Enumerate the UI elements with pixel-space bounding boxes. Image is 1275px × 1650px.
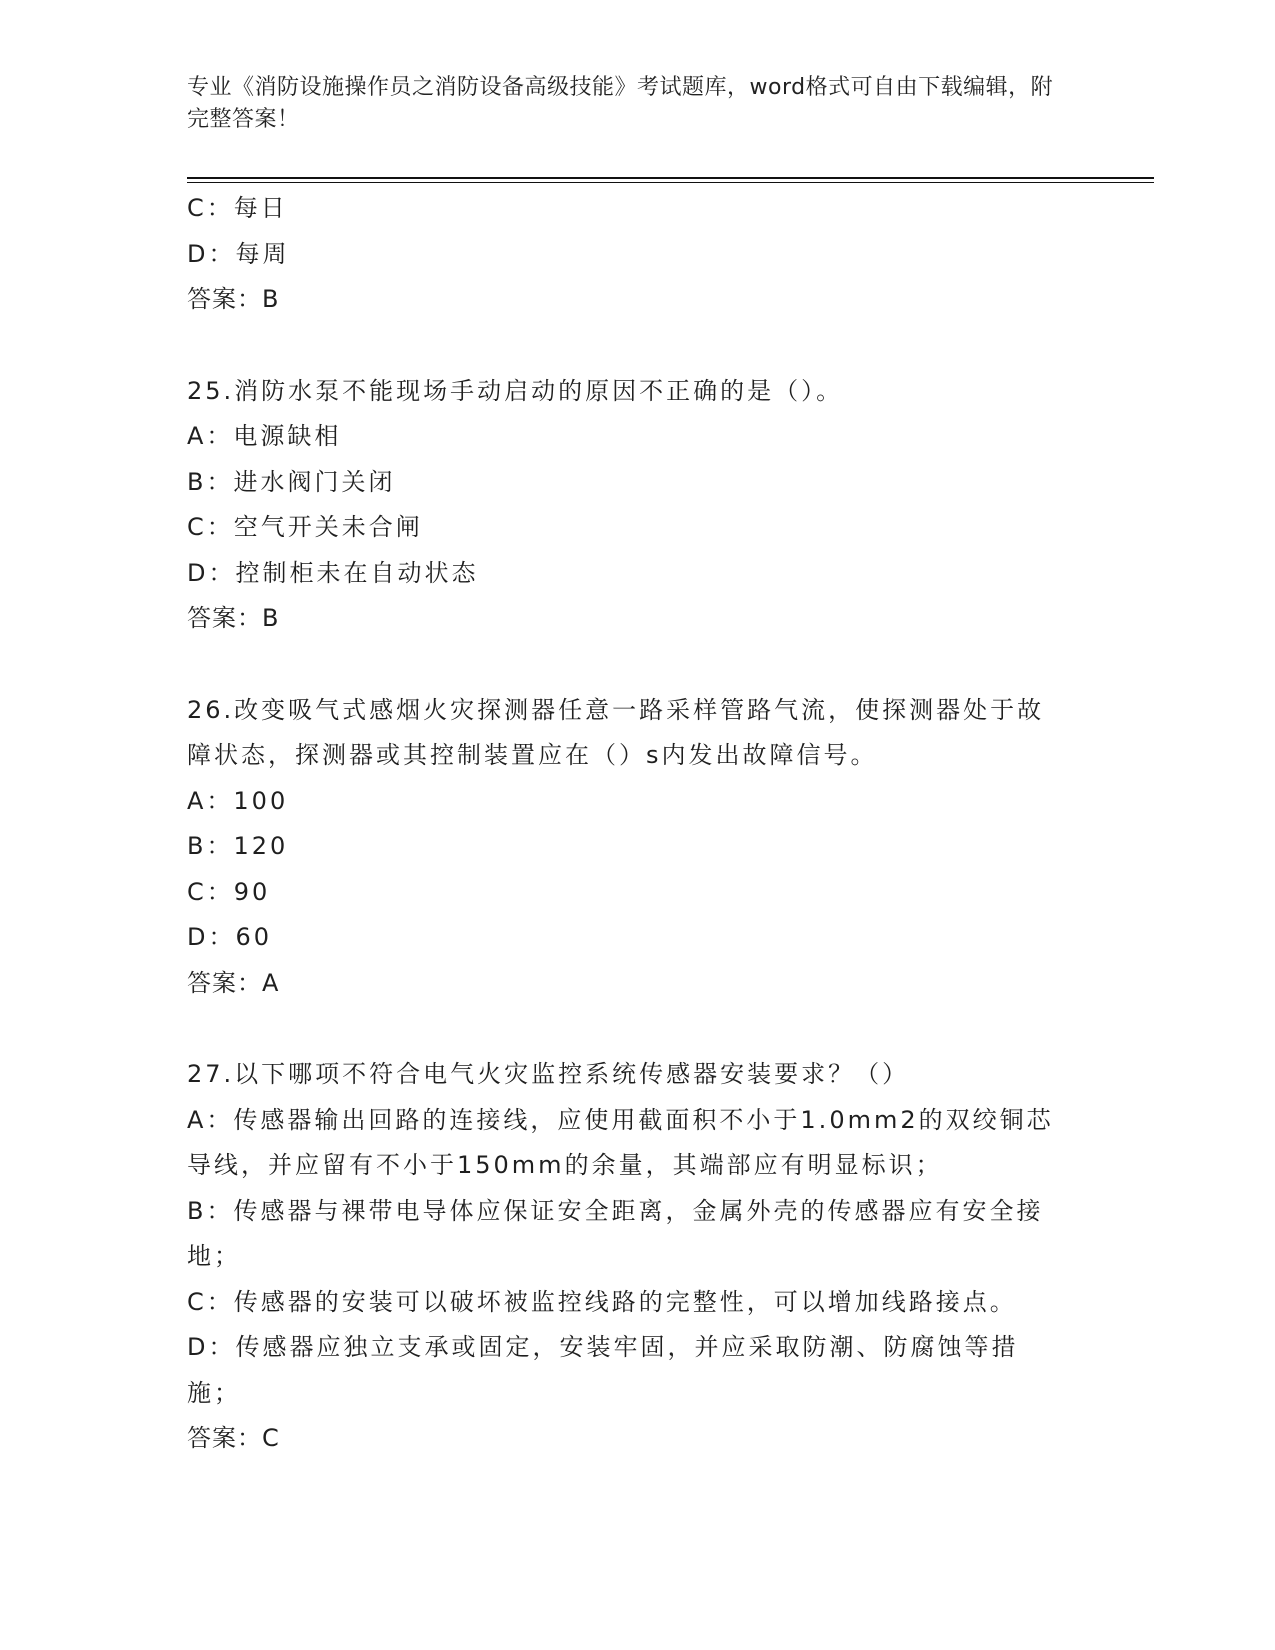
answer-label: 答案：B — [187, 604, 280, 632]
question-stem: 25.消防水泵不能现场手动启动的原因不正确的是（）。 — [187, 376, 844, 405]
option-a: A：传感器输出回路的连接线，应使用截面积不小于1.0mm2的双绞铜芯导线，并应留有不小于150mm的余量，其端部应有明显标识； — [187, 1105, 1054, 1179]
option-c: C：每日 — [187, 194, 288, 222]
question-25 — [187, 369, 1067, 642]
option-a: A：电源缺相 — [187, 422, 342, 450]
spacer — [187, 642, 1067, 688]
question-stem: 26.改变吸气式感烟火灾探测器任意一路采样管路气流，使探测器处于故障状态，探测器或其控制装置应在（）s内发出故障信号。 — [187, 695, 1045, 769]
question-list — [187, 186, 1067, 1462]
option-b: B：进水阀门关闭 — [187, 467, 396, 496]
answer-label: 答案：B — [187, 285, 280, 313]
header-divider — [187, 177, 1154, 183]
option-a: A：100 — [187, 786, 289, 815]
option-d: D：60 — [187, 923, 273, 951]
option-d: D：传感器应独立支承或固定，安装牢固，并应采取防潮、防腐蚀等措施； — [187, 1333, 1019, 1407]
option-c: C：空气开关未合闸 — [187, 513, 423, 541]
option-d: D：每周 — [187, 239, 290, 268]
question-26 — [187, 688, 1067, 1007]
page-header: 专业《消防设施操作员之消防设备高级技能》考试题库，word格式可自由下载编辑，附完整答案！ — [187, 75, 1054, 132]
question-stem: 27.以下哪项不符合电气火灾监控系统传感器安装要求？（） — [187, 1060, 910, 1088]
answer-label: 答案：A — [187, 968, 280, 997]
option-b: B：传感器与裸带电导体应保证安全距离，金属外壳的传感器应有安全接地； — [187, 1196, 1044, 1270]
option-d: D：控制柜未在自动状态 — [187, 558, 479, 587]
previous-question-tail — [187, 186, 1067, 323]
answer-label: 答案：C — [187, 1424, 280, 1452]
option-b: B：120 — [187, 832, 289, 860]
option-c: C：90 — [187, 877, 271, 906]
option-c: C：传感器的安装可以破坏被监控线路的完整性，可以增加线路接点。 — [187, 1287, 1017, 1316]
spacer — [187, 1006, 1067, 1052]
spacer — [187, 323, 1067, 369]
question-27 — [187, 1052, 1067, 1462]
